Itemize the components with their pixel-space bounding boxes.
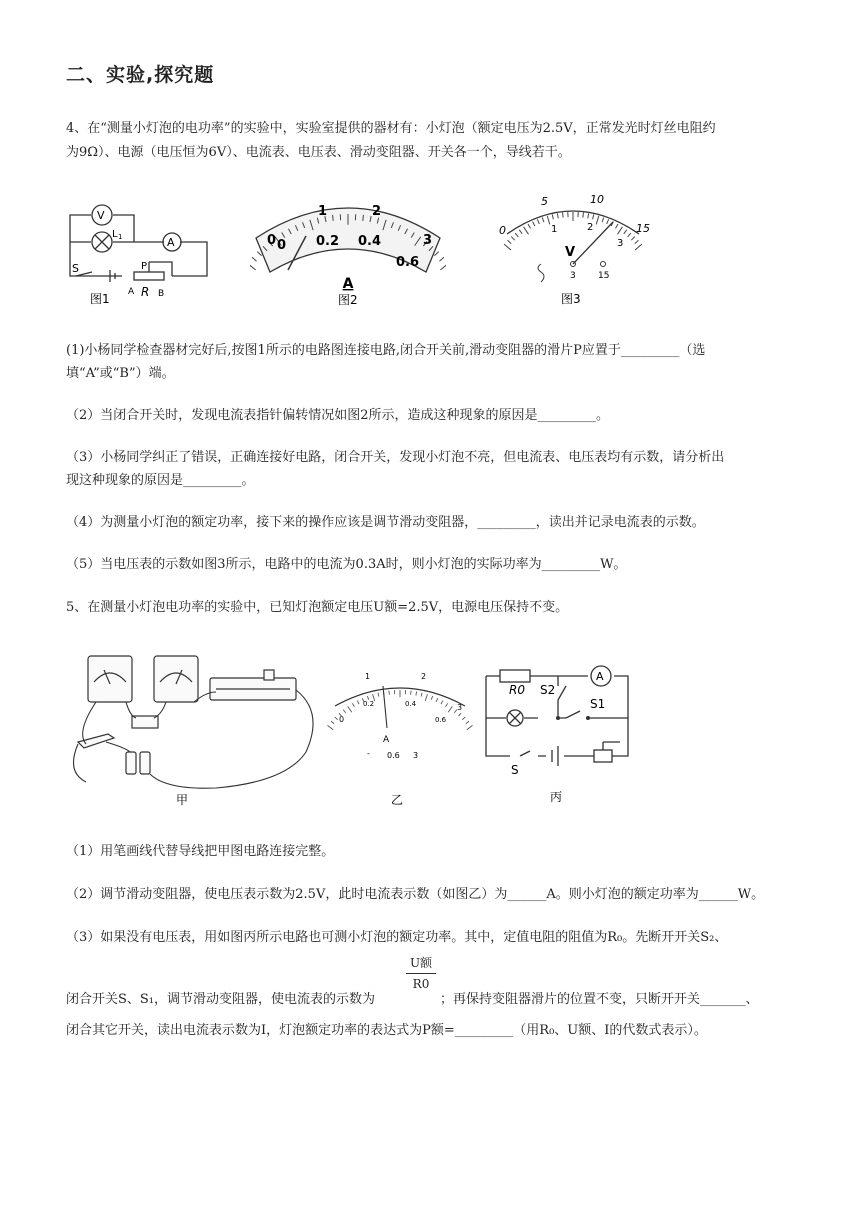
scale-tick xyxy=(252,257,256,261)
bing-s1-label: S1 xyxy=(590,697,606,711)
bing-s-label: S xyxy=(511,763,519,777)
scale-tick xyxy=(508,240,512,243)
q5-sub3-line1: （3）如果没有电压表，用如图丙所示电路也可测小灯泡的额定功率。其中，定值电阻的阻值为R₀。先断开开关S₂、 xyxy=(66,930,728,945)
scale-tick xyxy=(257,252,261,256)
scale-tick xyxy=(618,227,623,235)
scale-tick xyxy=(440,263,446,270)
yi-terminal-3: 3 xyxy=(413,751,419,760)
yi-label-2: 2 xyxy=(421,672,427,681)
q5-sub3-line2a: 闭合开关S、S₁，调节滑动变阻器，使电流表的示数为 xyxy=(66,992,376,1007)
q4-figure2-ammeter xyxy=(250,192,446,312)
fig3-caption: 图3 xyxy=(561,292,581,306)
scale-tick xyxy=(547,216,550,225)
scale-tick xyxy=(328,725,334,729)
fig3-inner-3: 3 xyxy=(617,238,624,249)
fig3-label-10: 10 xyxy=(590,193,604,206)
fig3-unit: V xyxy=(565,245,576,260)
yi-caption: 乙 xyxy=(391,793,404,807)
bing-ammeter-label: A xyxy=(596,670,604,683)
yi-terminal-neg: - xyxy=(367,749,370,758)
fig2-caption: 图2 xyxy=(338,293,358,307)
fig2-inner-02: 0.2 xyxy=(316,234,340,249)
scale-tick xyxy=(528,224,531,228)
q5-figure-bing-circuit xyxy=(478,656,634,806)
yi-inner-02: 0.2 xyxy=(363,700,375,708)
scale-tick xyxy=(441,701,443,705)
scale-tick xyxy=(624,230,627,234)
scale-tick xyxy=(416,692,417,696)
scale-tick xyxy=(439,257,443,261)
fig1-caption: 图1 xyxy=(90,292,110,306)
scale-tick xyxy=(635,244,642,250)
q4-figure1-circuit xyxy=(62,192,214,310)
scale-tick xyxy=(421,693,422,697)
scale-tick xyxy=(542,217,544,222)
scale-tick xyxy=(458,713,461,716)
scale-tick xyxy=(524,227,529,235)
fig3-terminal-15: 15 xyxy=(598,271,610,281)
scale-tick xyxy=(588,213,589,218)
scale-tick xyxy=(557,213,558,218)
scale-tick xyxy=(425,694,427,701)
fig2-inner-06: 0.6 xyxy=(396,255,420,270)
scale-tick xyxy=(446,703,448,706)
section-title: 二、实验,探究题 xyxy=(66,64,215,86)
scale-tick xyxy=(602,217,604,222)
scale-tick xyxy=(331,721,334,724)
scale-tick xyxy=(593,214,594,219)
fig1-end-b: B xyxy=(158,289,165,299)
fraction-numerator: U额 xyxy=(409,956,433,970)
yi-label-1: 1 xyxy=(365,672,371,681)
q4-stem-line1: 4、在“测量小灯泡的电功率”的实验中，实验室提供的器材有：小灯泡（额定电压为2.5V，正常发光时灯丝电阻约 xyxy=(66,121,716,136)
fig3-terminal-3: 3 xyxy=(570,271,576,281)
scale-tick xyxy=(434,252,438,256)
scale-tick xyxy=(607,219,609,224)
q5-sub1: （1）用笔画线代替导线把甲图电路连接完整。 xyxy=(66,844,335,859)
fig2-unit: A xyxy=(342,276,354,292)
fig3-label-0: 0 xyxy=(499,224,506,237)
scale-tick xyxy=(616,224,619,228)
fig1-voltmeter-label: V xyxy=(97,209,105,222)
fig3-label-5: 5 xyxy=(541,195,548,208)
scale-tick xyxy=(628,233,631,237)
scale-tick xyxy=(563,213,564,218)
fig1-switch-label: S xyxy=(72,262,79,275)
q5-sub3-line2b: ；再保持变阻器滑片的位置不变，只断开开关_______、 xyxy=(440,992,759,1007)
scale-tick xyxy=(357,701,359,705)
scale-tick xyxy=(519,230,522,234)
fig3-inner-2: 2 xyxy=(587,222,594,233)
scale-tick xyxy=(335,717,338,720)
scale-tick xyxy=(583,213,584,218)
q4-sub3-line2: 现这种现象的原因是_________。 xyxy=(66,473,255,488)
scale-tick xyxy=(537,219,539,224)
q4-sub2: （2）当闭合开关时，发现电流表指针偏转情况如图2所示，造成这种现象的原因是_________。 xyxy=(66,408,610,423)
scale-tick xyxy=(348,706,352,712)
scale-tick xyxy=(467,725,473,729)
q4-sub4: （4）为测量小灯泡的额定功率，接下来的操作应该是调节滑动变阻器，_________，读出并记录电流表的示数。 xyxy=(66,515,705,530)
fig1-lamp-sub: 1 xyxy=(118,233,123,241)
fig1-end-a: A xyxy=(128,287,135,297)
scale-tick xyxy=(631,237,634,241)
fig2-inner-0: 0 xyxy=(277,238,287,253)
q5-figure-yi-ammeter xyxy=(327,662,473,808)
q4-stem-line2: 为9Ω）、电源（电压恒为6V）、电流表、电压表、滑动变阻器、开关各一个，导线若干。 xyxy=(66,145,571,160)
fig3-label-15: 15 xyxy=(636,222,650,235)
yi-unit: A xyxy=(383,735,390,745)
yi-label-3: 3 xyxy=(457,703,463,712)
scale-tick xyxy=(635,240,639,243)
fig2-label-0: 0 xyxy=(267,233,277,248)
bing-s2-label: S2 xyxy=(540,683,556,697)
scale-tick xyxy=(436,698,438,702)
fig1-rheostat-label: R xyxy=(141,285,150,299)
scale-tick xyxy=(596,216,599,225)
fig2-label-1: 1 xyxy=(318,204,328,219)
scale-tick xyxy=(352,703,354,706)
scale-tick xyxy=(343,710,345,713)
q5-stem: 5、在测量小灯泡电功率的实验中，已知灯泡额定电压U额=2.5V，电源电压保持不变。 xyxy=(66,600,569,615)
yi-terminal-06: 0.6 xyxy=(387,751,400,760)
fraction-denominator: R0 xyxy=(412,977,430,991)
scale-tick xyxy=(466,721,469,724)
q4-sub1-line1: (1)小杨同学检查器材完好后,按图1所示的电路图连接电路,闭合开关前,滑动变阻器的滑片P应置于_________（选 xyxy=(66,343,706,358)
q5-figure-jia-apparatus xyxy=(66,652,326,812)
q5-sub2: （2）调节滑动变阻器，使电压表示数为2.5V，此时电流表示数（如图乙）为______A。则小灯泡的额定功率为______W。 xyxy=(66,887,765,902)
jia-caption: 甲 xyxy=(176,793,189,807)
scale-tick xyxy=(378,693,379,697)
yi-inner-06: 0.6 xyxy=(435,716,447,724)
fig1-lamp-label: L xyxy=(112,229,118,240)
fig1-slider-label: P xyxy=(141,261,148,272)
scale-tick xyxy=(533,222,535,226)
scale-tick xyxy=(431,696,432,700)
scale-tick xyxy=(448,706,452,712)
q4-sub3-line1: （3）小杨同学纠正了错误，正确连接好电路，闭合开关，发现小灯泡不亮，但电流表、电压表均有示数，请分析出 xyxy=(66,450,725,465)
fig1-ammeter-label: A xyxy=(167,236,175,249)
fraction-u-over-r0 xyxy=(406,954,436,993)
yi-inner-04: 0.4 xyxy=(405,700,417,708)
bing-caption: 丙 xyxy=(550,790,563,804)
q4-sub1-line2: 填“A”或“B”）端。 xyxy=(66,366,175,381)
fig3-terminal-neg xyxy=(538,264,544,282)
fig2-label-3: 3 xyxy=(423,233,433,248)
q5-sub3-line3: 闭合其它开关，读出电流表示数为I，灯泡额定功率的表达式为P额=_________（用R₀、U额、I的代数式表示）。 xyxy=(66,1023,707,1038)
scale-tick xyxy=(511,237,514,241)
yi-needle xyxy=(383,686,387,728)
fig3-inner-1: 1 xyxy=(551,224,558,235)
fig2-inner-04: 0.4 xyxy=(358,234,382,249)
q4-sub5: （5）当电压表的示数如图3所示，电路中的电流为0.3A时，则小灯泡的实际功率为_________W。 xyxy=(66,557,627,572)
scale-tick xyxy=(250,263,256,270)
bing-r0-label: R0 xyxy=(509,683,525,697)
scale-tick xyxy=(504,244,511,250)
yi-label-0: 0 xyxy=(339,715,345,724)
scale-tick xyxy=(462,717,465,720)
scale-tick xyxy=(515,233,518,237)
scale-tick xyxy=(552,214,553,219)
q4-figure3-voltmeter xyxy=(493,192,653,310)
fig2-label-2: 2 xyxy=(372,204,382,219)
